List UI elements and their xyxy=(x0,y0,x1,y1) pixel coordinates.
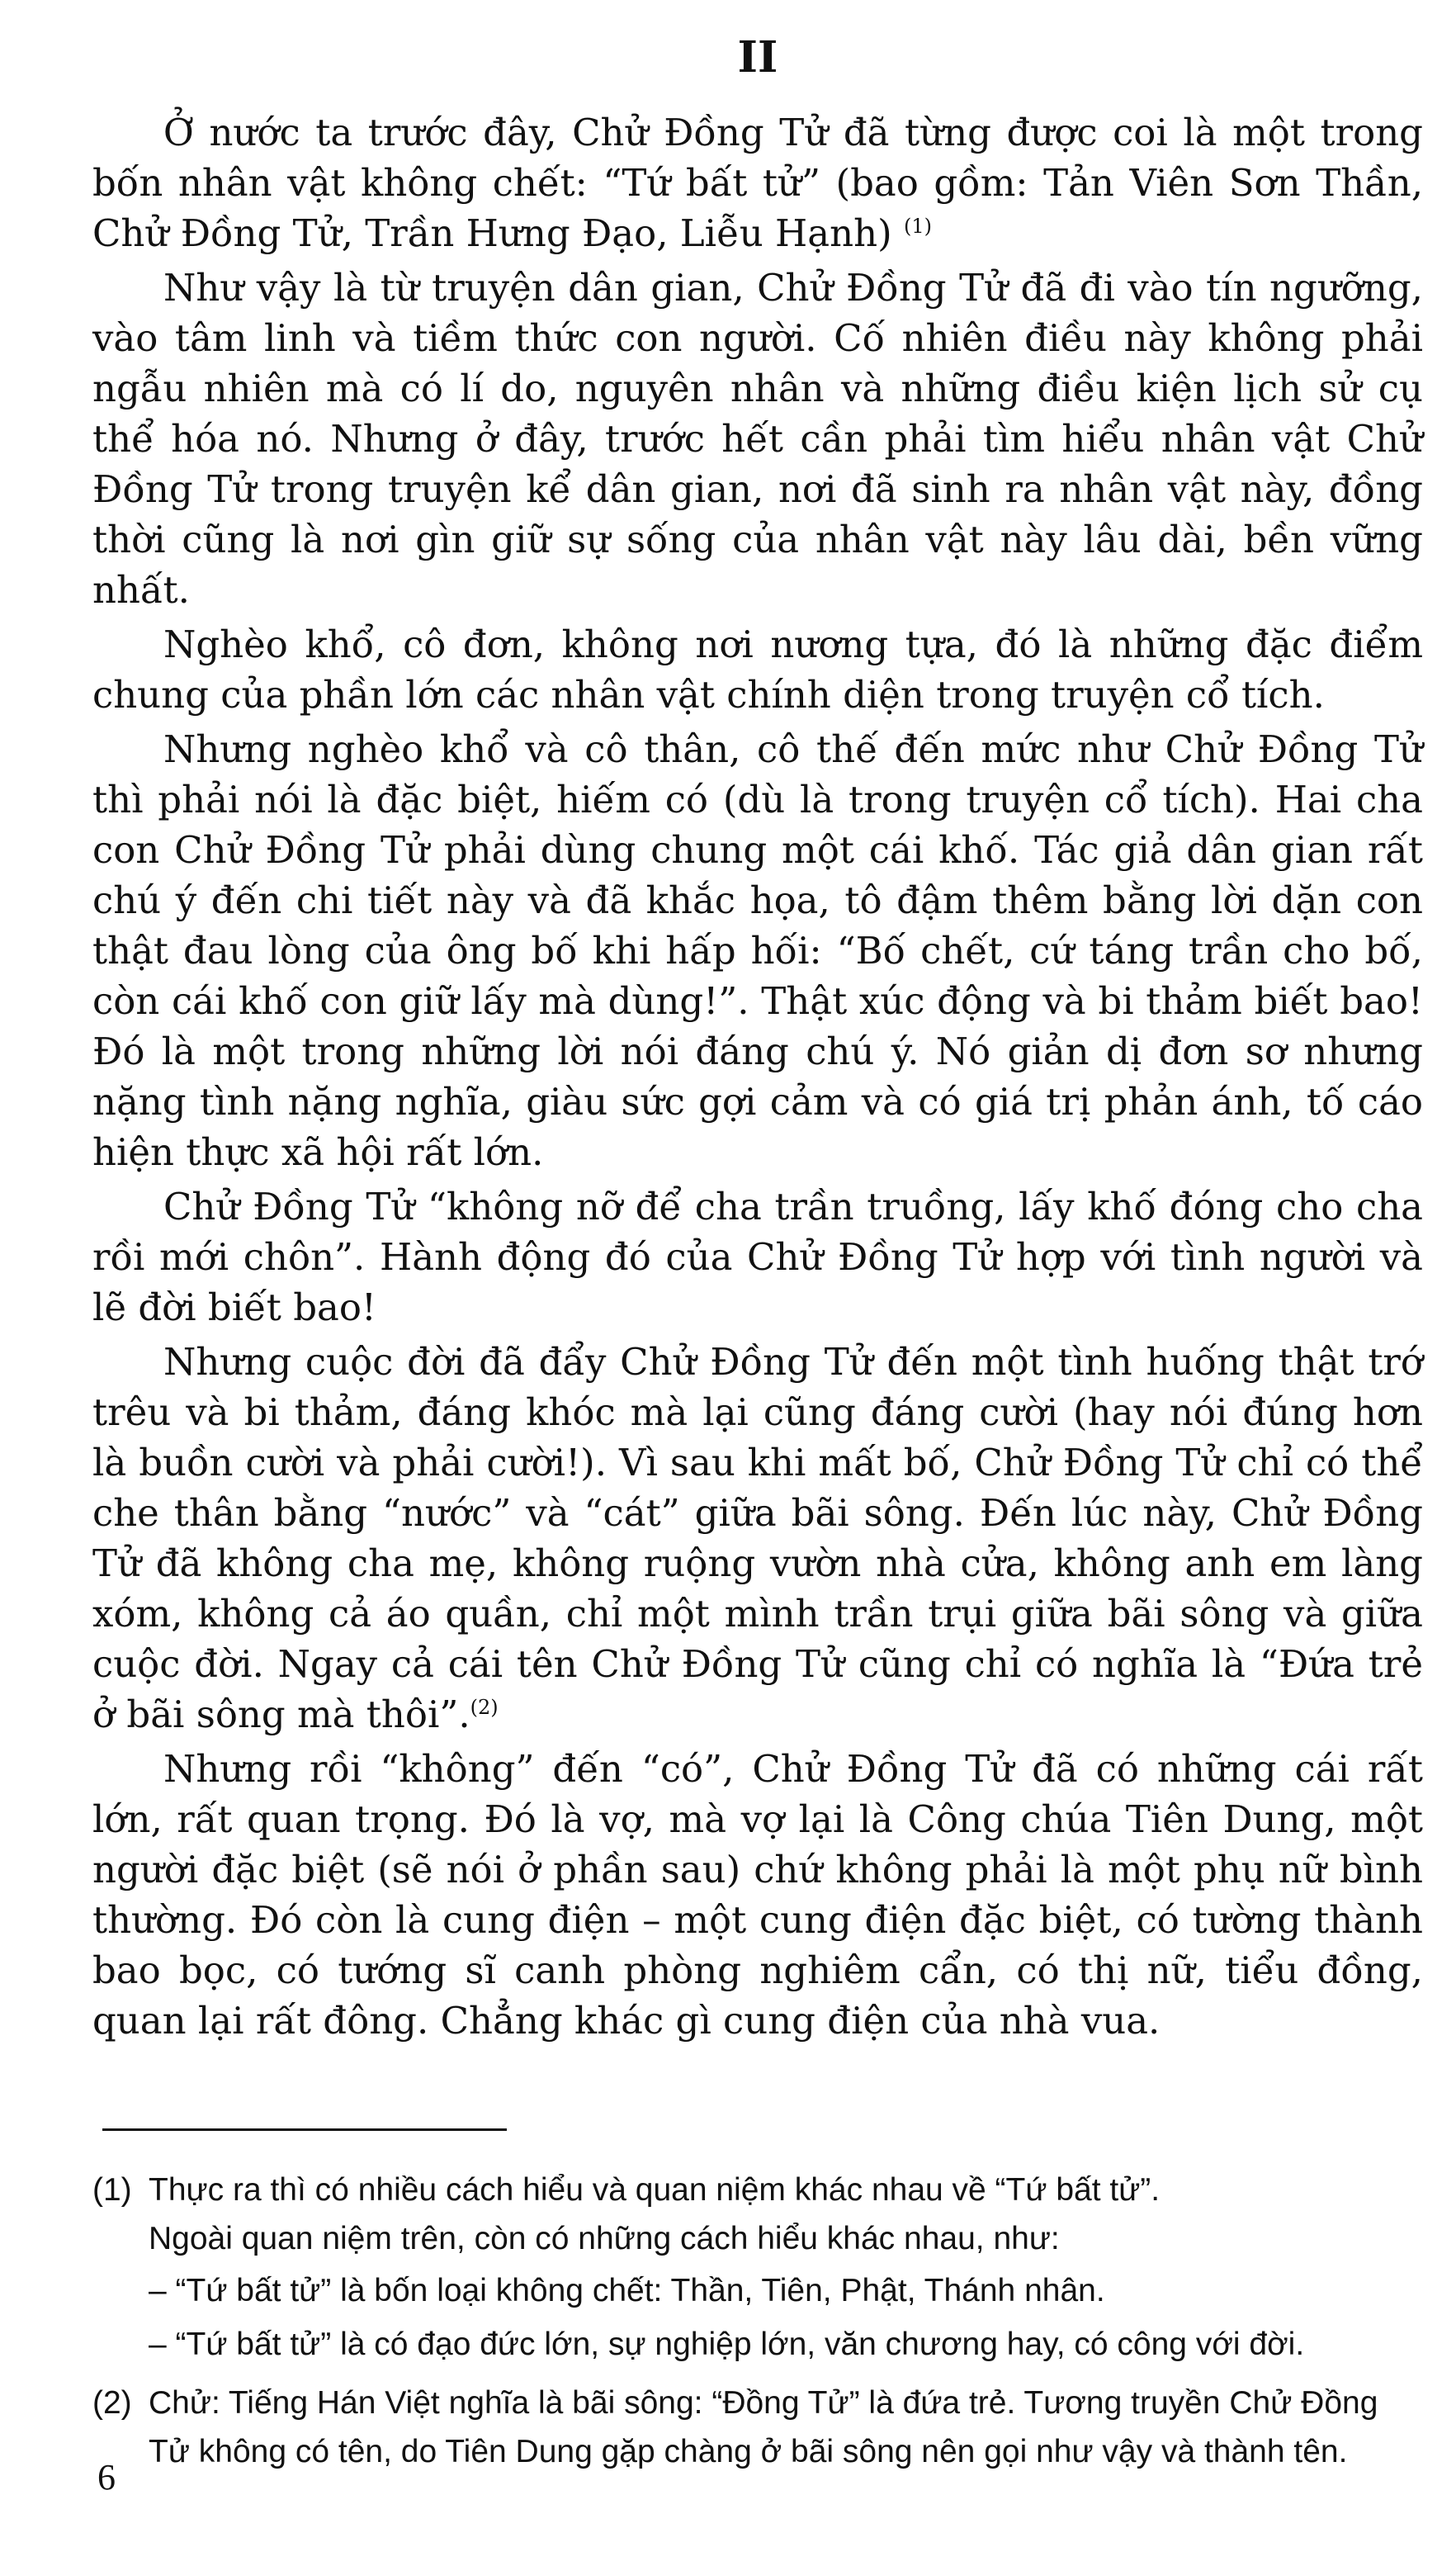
paragraph: Nghèo khổ, cô đơn, không nơi nương tựa, đó là những đặc điểm chung của phần lớn các nhân vật chính diện trong truyện cổ tích. xyxy=(92,623,1423,717)
footnote-text: Chử: Tiếng Hán Việt nghĩa là bãi sông: “Đồng Tử” là đứa trẻ. Tương truyền Chử Đồng Tử không có tên, do Tiên Dung gặp chàng ở bãi sông nên gọi như vậy và thành tên. xyxy=(149,2385,1378,2469)
paragraph: Nhưng rồi “không” đến “có”, Chử Đồng Tử đã có những cái rất lớn, rất quan trọng. Đó là vợ, mà vợ lại là Công chúa Tiên Dung, một người đặc biệt (sẽ nói ở phần sau) chứ không phải là một phụ nữ bình thường. Đó còn là cung điện – một cung điện đặc biệt, có tường thành bao bọc, có tướng sĩ canh phòng nghiêm cẩn, có thị nữ, tiểu đồng, quan lại rất đông. Chẳng khác gì cung điện của nhà vua. xyxy=(92,1747,1423,2043)
page-number: 6 xyxy=(97,2457,116,2497)
footnote-2 xyxy=(92,2379,1423,2476)
footnote-ref-1: (1) xyxy=(903,215,932,238)
section-number: II xyxy=(737,32,778,83)
main-text xyxy=(92,107,1423,2046)
paragraph: Như vậy là từ truyện dân gian, Chử Đồng Tử đã đi vào tín ngưỡng, vào tâm linh và tiềm thức con người. Cố nhiên điều này không phải ngẫu nhiên mà có lí do, nguyên nhân và những điều kiện lịch sử cụ thể hóa nó. Nhưng ở đây, trước hết cần phải tìm hiểu nhân vật Chử Đồng Tử trong truyện kể dân gian, nơi đã sinh ra nhân vật này, đồng thời cũng là nơi gìn giữ sự sống của nhân vật này lâu dài, bền vững nhất. xyxy=(92,266,1423,612)
footnote-body xyxy=(149,2379,1423,2476)
footnote-list-item: – “Tứ bất tử” là bốn loại không chết: Thần, Tiên, Phật, Thánh nhân. xyxy=(149,2273,1105,2308)
paragraph xyxy=(92,107,1423,258)
paragraph-text: Ở nước ta trước đây, Chử Đồng Tử đã từng được coi là một trong bốn nhân vật không chết: “Tứ bất tử” (bao gồm: Tản Viên Sơn Thần, Chử Đồng Tử, Trần Hưng Đạo, Liễu Hạnh) xyxy=(92,111,1423,255)
footnotes xyxy=(92,2166,1423,2476)
paragraph xyxy=(92,1337,1423,1740)
paragraph: Nhưng nghèo khổ và cô thân, cô thế đến mức như Chử Đồng Tử thì phải nói là đặc biệt, hiếm có (dù là trong truyện cổ tích). Hai cha con Chử Đồng Tử phải dùng chung một cái khố. Tác giả dân gian rất chú ý đến chi tiết này và đã khắc họa, tô đậm thêm bằng lời dặn con thật đau lòng của ông bố khi hấp hối: “Bố chết, cứ táng trần cho bố, còn cái khố con giữ lấy mà dùng!”. Thật xúc động và bi thảm biết bao! Đó là một trong những lời nói đáng chú ý. Nó giản dị đơn sơ nhưng nặng tình nặng nghĩa, giàu sức gợi cảm và có giá trị phản ánh, tố cáo hiện thực xã hội rất lớn. xyxy=(92,727,1423,1174)
footnote-marker: (2) xyxy=(92,2385,132,2421)
footnote-text: Ngoài quan niệm trên, còn có những cách hiểu khác nhau, như: xyxy=(149,2221,1060,2256)
footnote-body xyxy=(149,2166,1423,2374)
footnote-divider xyxy=(102,2128,507,2131)
footnote-text: Thực ra thì có nhiều cách hiểu và quan niệm khác nhau về “Tứ bất tử”. xyxy=(149,2172,1161,2208)
footnote-ref-2: (2) xyxy=(470,1696,499,1719)
footnote-list-item: – “Tứ bất tử” là có đạo đức lớn, sự nghiệp lớn, văn chương hay, có công với đời. xyxy=(149,2327,1305,2362)
footnote-marker: (1) xyxy=(92,2172,132,2208)
paragraph-text: Nhưng cuộc đời đã đẩy Chử Đồng Tử đến một tình huống thật trớ trêu và bi thảm, đáng khóc mà lại cũng đáng cười (hay nói đúng hơn là buồn cười và phải cười!). Vì sau khi mất bố, Chử Đồng Tử chỉ có thể che thân bằng “nước” và “cát” giữa bãi sông. Đến lúc này, Chử Đồng Tử đã không cha mẹ, không ruộng vườn nhà cửa, không anh em làng xóm, không cả áo quần, chỉ một mình trần trụi giữa bãi sông và giữa cuộc đời. Ngay cả cái tên Chử Đồng Tử cũng chỉ có nghĩa là “Đứa trẻ ở bãi sông mà thôi”. xyxy=(92,1340,1423,1736)
footnote-1 xyxy=(92,2166,1423,2374)
paragraph: Chử Đồng Tử “không nỡ để cha trần truồng, lấy khố đóng cho cha rồi mới chôn”. Hành động đó của Chử Đồng Tử hợp với tình người và lẽ đời biết bao! xyxy=(92,1185,1423,1329)
